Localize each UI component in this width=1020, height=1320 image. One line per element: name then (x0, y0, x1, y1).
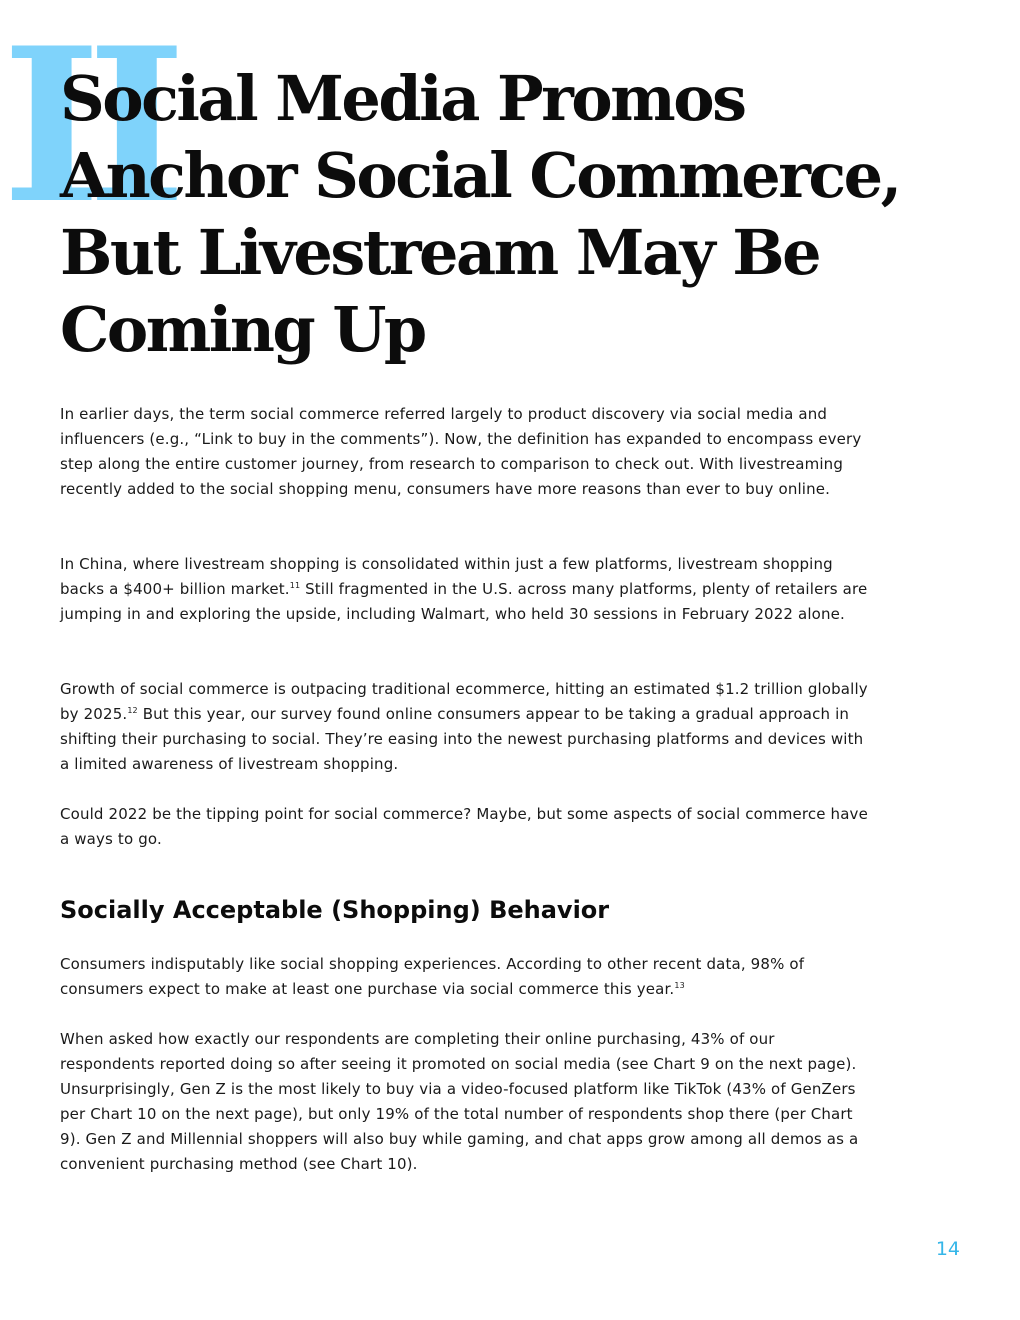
section-numeral: II (2, 1, 173, 250)
page-title: Social Media Promos Anchor Social Commerce, But Livestream May Be Coming Up (60, 62, 900, 366)
footnote-ref-11: 11 (289, 581, 301, 590)
section-heading: Socially Acceptable (Shopping) Behavior (60, 896, 610, 924)
footnote-ref-12: 12 (127, 706, 138, 715)
social-shopping-paragraph (60, 952, 870, 1002)
paragraph-text: In earlier days, the term social commerce referred largely to product discovery via social media and influencers (e.g., “Link to buy in the comments”). Now, the definition has expanded to encompass every step along the entire customer journey, from research to comparison to check out. With livestreaming recently added to the social shopping menu, consumers have more reasons than ever to buy online. (60, 405, 862, 498)
paragraph-text: But this year, our survey found online consumers appear to be taking a gradual approach in shifting their purchasing to social. They’re easing into the newest purchasing platforms and devices with a limited awareness of livestream shopping. (60, 705, 864, 773)
paragraph-text: Growth of social commerce is outpacing traditional ecommerce, hitting an estimated $1.2 trillion globally by 2025. (60, 680, 868, 723)
paragraph-text: Consumers indisputably like social shopping experiences. According to other recent data, 98% of consumers expect to make at least one purchase via social commerce this year. (60, 955, 805, 998)
intro-paragraph (60, 402, 870, 502)
paragraph-text: Still fragmented in the U.S. across many platforms, plenty of retailers are jumping in and exploring the upside, including Walmart, who held 30 sessions in February 2022 alone. (60, 580, 868, 623)
paragraph-text: Could 2022 be the tipping point for social commerce? Maybe, but some aspects of social commerce have a ways to go. (60, 805, 868, 848)
purchasing-method-paragraph (60, 1027, 870, 1177)
page-number: 14 (935, 1238, 960, 1260)
paragraph-text: In China, where livestream shopping is consolidated within just a few platforms, livestream shopping backs a $400+ billion market. (60, 555, 833, 598)
paragraph-text: When asked how exactly our respondents are completing their online purchasing, 43% of our respondents reported doing so after seeing it promoted on social media (see Chart 9 on the next page). Unsurprisingly, Gen Z is the most likely to buy via a video-focused platform like TikTok (43% of GenZers per Chart 10 on the next page), but only 19% of the total number of respondents shop there (per Chart 9). Gen Z and Millennial shoppers will also buy while gaming, and chat apps grow among all demos as a convenient purchasing method (see Chart 10). (60, 1030, 859, 1173)
footnote-ref-13: 13 (674, 981, 685, 990)
china-livestream-paragraph (60, 552, 870, 627)
growth-paragraph (60, 677, 870, 777)
tipping-point-paragraph (60, 802, 870, 852)
